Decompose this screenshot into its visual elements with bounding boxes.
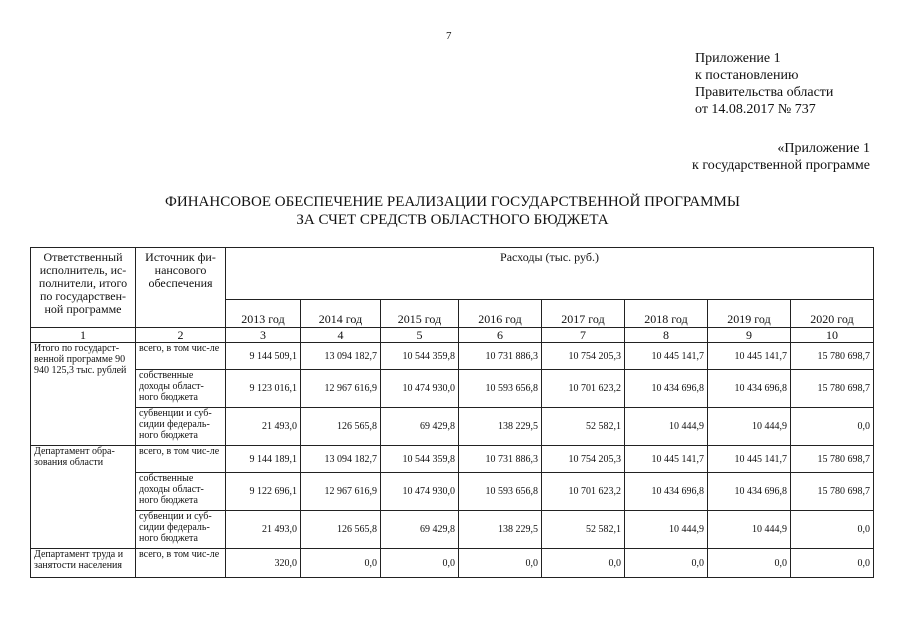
table-row: [31, 370, 874, 408]
value-cell: 10 731 886,3: [459, 343, 542, 370]
value-cell: 10 701 623,2: [542, 473, 625, 511]
table-row: [31, 549, 874, 578]
value-cell: 13 094 182,7: [301, 446, 381, 473]
value-cell: 10 544 359,8: [381, 343, 459, 370]
document-title: [0, 193, 905, 229]
table-row: [31, 446, 874, 473]
value-cell: 15 780 698,7: [791, 473, 874, 511]
source-cell: собственные доходы област-ного бюджета: [136, 473, 226, 511]
page-number: 7: [446, 30, 452, 42]
value-cell: 138 229,5: [459, 511, 542, 549]
value-cell: 10 445 141,7: [625, 446, 708, 473]
value-cell: 10 434 696,8: [625, 473, 708, 511]
value-cell: 10 474 930,0: [381, 473, 459, 511]
value-cell: 10 445 141,7: [625, 343, 708, 370]
year-header: 2015 год: [381, 300, 459, 328]
column-number: 1: [31, 328, 136, 343]
column-number: 7: [542, 328, 625, 343]
value-cell: 69 429,8: [381, 511, 459, 549]
year-header: 2020 год: [791, 300, 874, 328]
column-number: 9: [708, 328, 791, 343]
value-cell: 0,0: [381, 549, 459, 578]
column-number: 3: [226, 328, 301, 343]
header-expenses: Расходы (тыс. руб.): [226, 248, 874, 300]
approval-line-1: Приложение 1: [695, 51, 781, 66]
title-line-2: ЗА СЧЕТ СРЕДСТВ ОБЛАСТНОГО БЮДЖЕТА: [296, 212, 609, 228]
value-cell: 15 780 698,7: [791, 446, 874, 473]
source-cell: субвенции и суб-сидии федераль-ного бюджета: [136, 408, 226, 446]
value-cell: 10 434 696,8: [625, 370, 708, 408]
column-number: 10: [791, 328, 874, 343]
value-cell: 10 434 696,8: [708, 473, 791, 511]
table-row: [31, 408, 874, 446]
value-cell: 15 780 698,7: [791, 370, 874, 408]
value-cell: 9 144 189,1: [226, 446, 301, 473]
table-row: [31, 473, 874, 511]
value-cell: 10 445 141,7: [708, 446, 791, 473]
approval-block: [695, 50, 833, 118]
column-number: 5: [381, 328, 459, 343]
executor-cell: Департамент обра-зования области: [31, 446, 136, 549]
column-number: 4: [301, 328, 381, 343]
value-cell: 12 967 616,9: [301, 370, 381, 408]
value-cell: 10 444,9: [625, 511, 708, 549]
value-cell: 138 229,5: [459, 408, 542, 446]
value-cell: 9 123 016,1: [226, 370, 301, 408]
column-number: 8: [625, 328, 708, 343]
value-cell: 0,0: [542, 549, 625, 578]
value-cell: 15 780 698,7: [791, 343, 874, 370]
value-cell: 10 754 205,3: [542, 343, 625, 370]
value-cell: 12 967 616,9: [301, 473, 381, 511]
value-cell: 10 593 656,8: [459, 370, 542, 408]
value-cell: 0,0: [791, 511, 874, 549]
value-cell: 0,0: [791, 408, 874, 446]
value-cell: 0,0: [708, 549, 791, 578]
year-header: 2014 год: [301, 300, 381, 328]
value-cell: 21 493,0: [226, 408, 301, 446]
value-cell: 52 582,1: [542, 511, 625, 549]
value-cell: 10 544 359,8: [381, 446, 459, 473]
year-header: 2019 год: [708, 300, 791, 328]
value-cell: 0,0: [625, 549, 708, 578]
year-header: 2017 год: [542, 300, 625, 328]
year-header: 2016 год: [459, 300, 542, 328]
value-cell: 10 754 205,3: [542, 446, 625, 473]
value-cell: 0,0: [301, 549, 381, 578]
value-cell: 9 122 696,1: [226, 473, 301, 511]
approval-line-3: Правительства области: [695, 85, 834, 100]
value-cell: 126 565,8: [301, 511, 381, 549]
value-cell: 69 429,8: [381, 408, 459, 446]
value-cell: 10 444,9: [708, 408, 791, 446]
source-cell: всего, в том чис-ле: [136, 549, 226, 578]
value-cell: 52 582,1: [542, 408, 625, 446]
executor-cell: Итого по государст-венной программе 90 940 125,3 тыс. рублей: [31, 343, 136, 446]
value-cell: 10 444,9: [625, 408, 708, 446]
value-cell: 21 493,0: [226, 511, 301, 549]
value-cell: 0,0: [791, 549, 874, 578]
value-cell: 10 434 696,8: [708, 370, 791, 408]
financing-table: [30, 247, 874, 578]
value-cell: 9 144 509,1: [226, 343, 301, 370]
column-number: 6: [459, 328, 542, 343]
source-cell: субвенции и суб-сидии федераль-ного бюджета: [136, 511, 226, 549]
value-cell: 10 701 623,2: [542, 370, 625, 408]
executor-cell: Департамент труда и занятости населения: [31, 549, 136, 578]
value-cell: 320,0: [226, 549, 301, 578]
source-cell: всего, в том чис-ле: [136, 343, 226, 370]
approval-line-2: к постановлению: [695, 68, 799, 83]
header-source: Источник фи-нансового обеспечения: [136, 248, 226, 328]
value-cell: 0,0: [459, 549, 542, 578]
source-cell: всего, в том чис-ле: [136, 446, 226, 473]
value-cell: 126 565,8: [301, 408, 381, 446]
value-cell: 10 444,9: [708, 511, 791, 549]
table-row: [31, 511, 874, 549]
column-number: 2: [136, 328, 226, 343]
year-header: 2013 год: [226, 300, 301, 328]
value-cell: 10 474 930,0: [381, 370, 459, 408]
program-ref-line-1: «Приложение 1: [777, 141, 870, 156]
value-cell: 13 094 182,7: [301, 343, 381, 370]
value-cell: 10 593 656,8: [459, 473, 542, 511]
table-row: [31, 343, 874, 370]
title-line-1: ФИНАНСОВОЕ ОБЕСПЕЧЕНИЕ РЕАЛИЗАЦИИ ГОСУДАРСТВЕННОЙ ПРОГРАММЫ: [165, 194, 740, 210]
value-cell: 10 731 886,3: [459, 446, 542, 473]
program-ref-line-2: к государственной программе: [692, 158, 870, 173]
approval-line-4: от 14.08.2017 № 737: [695, 102, 816, 117]
year-header: 2018 год: [625, 300, 708, 328]
header-executor: Ответственный исполнитель, ис-полнители, итого по государствен-ной программе: [31, 248, 136, 328]
value-cell: 10 445 141,7: [708, 343, 791, 370]
source-cell: собственные доходы област-ного бюджета: [136, 370, 226, 408]
program-reference: [692, 140, 870, 174]
